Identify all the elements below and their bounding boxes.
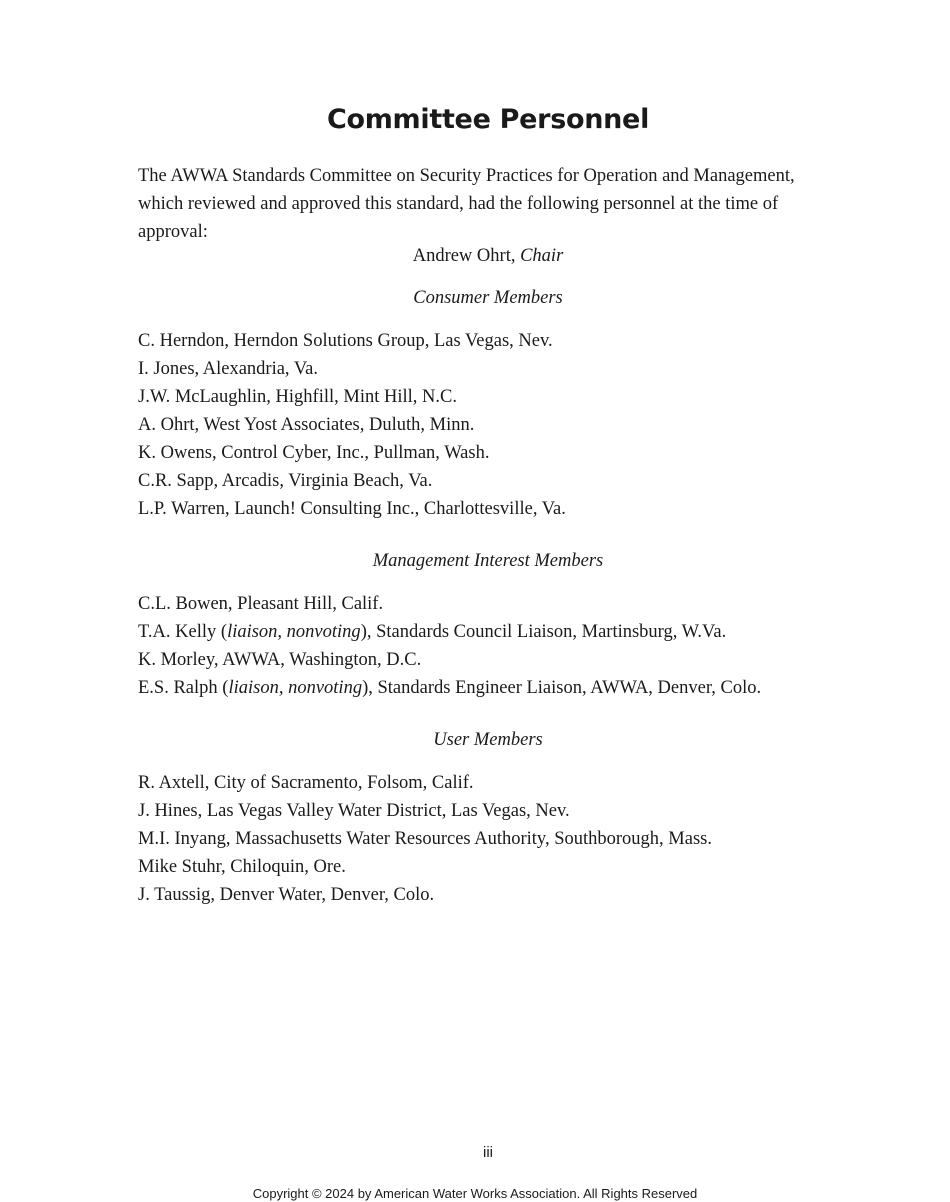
list-item: J. Hines, Las Vegas Valley Water District, Las Vegas, Nev.	[138, 801, 570, 821]
list-item: A. Ohrt, West Yost Associates, Duluth, Minn.	[138, 415, 475, 435]
list-item: C.R. Sapp, Arcadis, Virginia Beach, Va.	[138, 471, 433, 491]
chair-name: Andrew Ohrt,	[412, 246, 521, 266]
list-item: E.S. Ralph (liaison, nonvoting), Standards Engineer Liaison, AWWA, Denver, Colo.	[138, 678, 762, 698]
list-item: K. Morley, AWWA, Washington, D.C.	[138, 650, 422, 670]
section-heading-user: User Members	[433, 730, 543, 750]
page-title: Committee Personnel	[326, 104, 650, 135]
page-number: iii	[483, 1144, 493, 1161]
list-item: I. Jones, Alexandria, Va.	[138, 359, 318, 379]
section-heading-consumer: Consumer Members	[413, 288, 563, 308]
list-item: Mike Stuhr, Chiloquin, Ore.	[138, 857, 346, 877]
section-heading-management: Management Interest Members	[372, 551, 604, 571]
list-item: R. Axtell, City of Sacramento, Folsom, Calif.	[138, 773, 474, 793]
management-members-list	[138, 590, 761, 702]
copyright-notice: Copyright © 2024 by American Water Works Association. All Rights Reserved	[252, 1186, 698, 1201]
list-item: C.L. Bowen, Pleasant Hill, Calif.	[138, 594, 384, 614]
user-members-list	[138, 769, 712, 909]
consumer-members-list	[138, 327, 566, 523]
list-item: M.I. Inyang, Massachusetts Water Resources Authority, Southborough, Mass.	[138, 829, 712, 849]
chair-line	[0, 246, 950, 267]
chair-role: Chair	[520, 246, 564, 266]
list-item: L.P. Warren, Launch! Consulting Inc., Charlottesville, Va.	[138, 499, 566, 519]
list-item: C. Herndon, Herndon Solutions Group, Las Vegas, Nev.	[138, 331, 553, 351]
list-item: J.W. McLaughlin, Highfill, Mint Hill, N.C.	[138, 387, 457, 407]
list-item: J. Taussig, Denver Water, Denver, Colo.	[138, 885, 435, 905]
intro-paragraph: The AWWA Standards Committee on Security Practices for Operation and Management, which reviewed and approved this standard, had the following personnel at the time of approval:	[138, 166, 795, 242]
list-item: T.A. Kelly (liaison, nonvoting), Standards Council Liaison, Martinsburg, W.Va.	[138, 622, 727, 642]
list-item: K. Owens, Control Cyber, Inc., Pullman, Wash.	[138, 443, 490, 463]
